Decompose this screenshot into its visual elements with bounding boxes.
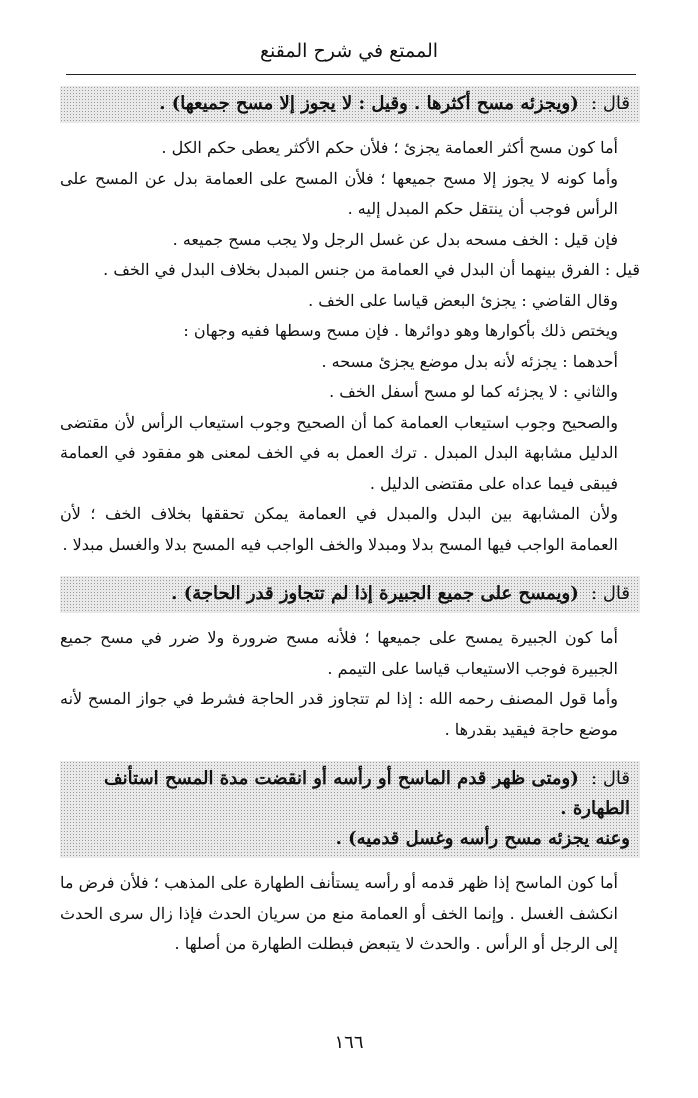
paragraph: والثاني : لا يجزئه كما لو مسح أسفل الخف . xyxy=(329,382,618,401)
paragraph: أحدهما : يجزئه لأنه بدل موضع يجزئ مسحه . xyxy=(321,351,618,371)
quote-label: قال : xyxy=(591,93,630,114)
matn-quote-box xyxy=(60,86,640,123)
paragraph: وأما قول المصنف رحمه الله : إذا لم تتجاوز قدر الحاجة فشرط في جواز المسح لأنه موضع حاجة فيقيد بقدرها . xyxy=(60,689,618,739)
paragraph: والصحيح وجوب استيعاب العمامة كما أن الصحيح وجوب استيعاب الرأس لأن مقتضى الدليل مشابهة البدل المبدل . ترك العمل به في الخف لمعنى هو مفقود في العمامة فيبقى فيما عداه على مقتضى الدليل . xyxy=(60,412,618,493)
page-header-title: الممتع في شرح المقنع xyxy=(259,40,439,62)
quote-text: (ويجزئه مسح أكثرها . وقيل : لا يجوز إلا مسح جميعها) . xyxy=(159,93,579,114)
paragraph: أما كون الماسح إذا ظهر قدمه أو رأسه يستأنف الطهارة على المذهب ؛ فلأن فرض ما انكشف الغسل . وإنما الخف أو العمامة منع من سريان الحدث فإذا زال سرى الحدث إلى الرجل أو الرأس . والحدث لا يتبعض فبطلت الطهارة من أصلها . xyxy=(60,873,618,953)
quote-label: قال : xyxy=(591,768,630,789)
header-divider xyxy=(66,74,636,75)
paragraph: وأما كونه لا يجوز إلا مسح جميعها ؛ فلأن المسح على العمامة بدل عن المسح على الرأس فوجب أن ينتقل حكم المبدل إليه . xyxy=(60,168,618,218)
paragraph: ولأن المشابهة بين البدل والمبدل في العمامة يمكن تحققها بخلاف الخف ؛ لأن العمامة الواجب فيها المسح بدلا ومبدلا والخف الواجب فيه المسح بدلا والغسل مبدلا . xyxy=(60,504,618,554)
page-content xyxy=(60,86,640,960)
paragraph: ويختص ذلك بأكوارها وهو دوائرها . فإن مسح وسطها ففيه وجهان : xyxy=(183,321,618,340)
quote-text: (ويمسح على جميع الجبيرة إذا لم تتجاوز قدر الحاجة) . xyxy=(171,583,579,604)
paragraph: فإن قيل : الخف مسحه بدل عن غسل الرجل ولا يجب مسح جميعه . xyxy=(172,229,618,249)
paragraph: أما كون الجبيرة يمسح على جميعها ؛ فلأنه مسح ضرورة ولا ضرر في مسح جميع الجبيرة فوجب الاستيعاب قياسا على التيمم . xyxy=(60,628,618,678)
paragraph: وقال القاضي : يجزئ البعض قياسا على الخف . xyxy=(308,290,618,310)
quote-label: قال : xyxy=(591,583,630,604)
matn-quote-box xyxy=(60,576,640,613)
paragraph: قيل : الفرق بينهما أن البدل في العمامة من جنس المبدل بخلاف البدل في الخف . xyxy=(103,260,640,279)
matn-quote-box xyxy=(60,761,640,858)
page-number: ١٦٦ xyxy=(334,1032,364,1053)
quote-text: (ومتى ظهر قدم الماسح أو رأسه أو انقضت مدة المسح استأنف الطهارة . xyxy=(104,768,630,819)
quote-line xyxy=(70,764,630,824)
quote-text: وعنه يجزئه مسح رأسه وغسل قدميه) . xyxy=(335,828,630,849)
paragraph: أما كون مسح أكثر العمامة يجزئ ؛ فلأن حكم الأكثر يعطى حكم الكل . xyxy=(161,138,618,157)
